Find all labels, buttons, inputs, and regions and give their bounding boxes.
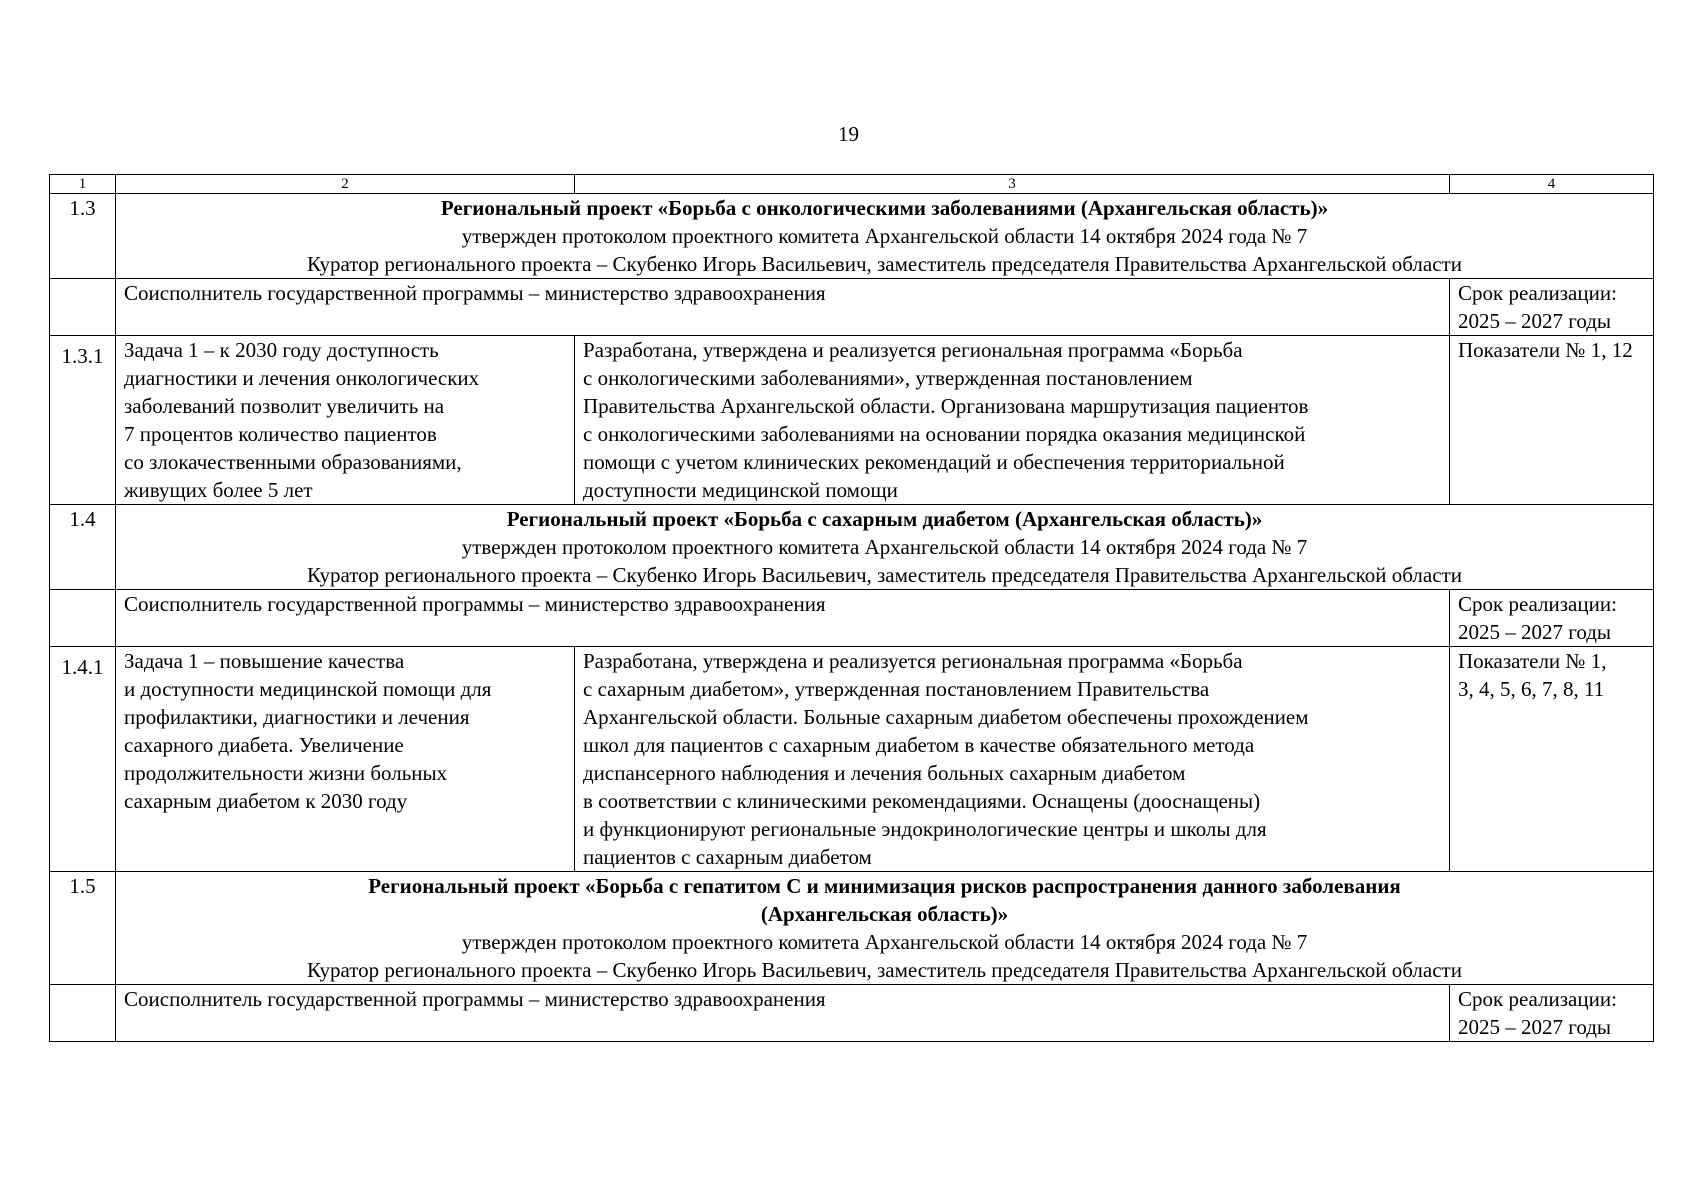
- term-label: Срок реализации:: [1458, 281, 1617, 305]
- task-description: [116, 336, 575, 505]
- column-number-row: [50, 175, 1654, 194]
- section-curator: Куратор регионального проекта – Скубенко Игорь Васильевич, заместитель председателя Правительства Архангельской области: [307, 563, 1462, 587]
- result-line: Разработана, утверждена и реализуется региональная программа «Борьба: [583, 338, 1243, 362]
- section-title: Региональный проект «Борьба с сахарным диабетом (Архангельская область)»: [506, 507, 1263, 531]
- result-line: и функционируют региональные эндокринологические центры и школы для: [583, 817, 1267, 841]
- result-line: пациентов с сахарным диабетом: [583, 845, 872, 869]
- coexecutor-row: [50, 985, 1654, 1042]
- task-line: диагностики и лечения онкологических: [124, 366, 480, 390]
- indicator-line: Показатели № 1,: [1458, 649, 1607, 673]
- empty-cell: [50, 279, 116, 336]
- coexecutor-row: [50, 279, 1654, 336]
- term-cell: [1450, 590, 1654, 647]
- section-curator: Куратор регионального проекта – Скубенко Игорь Васильевич, заместитель председателя Правительства Архангельской области: [307, 252, 1462, 276]
- coexecutor-row: [50, 590, 1654, 647]
- task-line: сахарным диабетом к 2030 году: [124, 789, 408, 813]
- term-cell: [1450, 985, 1654, 1042]
- section-number: 1.4: [50, 505, 116, 590]
- task-line: сахарного диабета. Увеличение: [124, 733, 404, 757]
- task-line: профилактики, диагностики и лечения: [124, 705, 470, 729]
- indicator-line: 3, 4, 5, 6, 7, 8, 11: [1458, 677, 1605, 701]
- section-header-row: [50, 505, 1654, 590]
- task-line: заболеваний позволит увеличить на: [124, 394, 445, 418]
- column-number: 2: [116, 175, 575, 194]
- term-years: 2025 – 2027 годы: [1458, 309, 1612, 333]
- column-number: 4: [1450, 175, 1654, 194]
- coexecutor-text: Соисполнитель государственной программы – министерство здравоохранения: [116, 985, 1450, 1042]
- result-line: помощи с учетом клинических рекомендаций и обеспечения территориальной: [583, 450, 1285, 474]
- result-line: Архангельской области. Больные сахарным диабетом обеспечены прохождением: [583, 705, 1309, 729]
- result-line: Разработана, утверждена и реализуется региональная программа «Борьба: [583, 649, 1243, 673]
- result-line: школ для пациентов с сахарным диабетом в качестве обязательного метода: [583, 733, 1255, 757]
- task-row: [50, 336, 1654, 505]
- section-approved: утвержден протоколом проектного комитета Архангельской области 14 октября 2024 года № 7: [461, 224, 1308, 248]
- section-title-line: (Архангельская область)»: [760, 902, 1009, 926]
- coexecutor-text: Соисполнитель государственной программы – министерство здравоохранения: [116, 590, 1450, 647]
- section-curator: Куратор регионального проекта – Скубенко Игорь Васильевич, заместитель председателя Правительства Архангельской области: [307, 958, 1462, 982]
- page-number: 19: [838, 122, 859, 146]
- section-title-line: Региональный проект «Борьба с гепатитом С и минимизация рисков распространения данного заболевания: [368, 874, 1401, 898]
- empty-cell: [50, 590, 116, 647]
- task-row: [50, 647, 1654, 872]
- section-number: 1.5: [50, 872, 116, 985]
- section-header: [116, 872, 1654, 985]
- result-line: в соответствии с клиническими рекомендациями. Оснащены (дооснащены): [583, 789, 1261, 813]
- section-header-row: [50, 872, 1654, 985]
- column-number: 3: [575, 175, 1450, 194]
- task-line: со злокачественными образованиями,: [124, 450, 462, 474]
- result-line: Правительства Архангельской области. Организована маршрутизация пациентов: [583, 394, 1309, 418]
- section-title: Региональный проект «Борьба с онкологическими заболеваниями (Архангельская область)»: [440, 196, 1329, 220]
- result-line: доступности медицинской помощи: [583, 478, 898, 502]
- column-number: 1: [50, 175, 116, 194]
- program-table: [49, 174, 1654, 1042]
- task-line: 7 процентов количество пациентов: [124, 422, 437, 446]
- task-result: [575, 647, 1450, 872]
- result-line: с сахарным диабетом», утвержденная постановлением Правительства: [583, 677, 1210, 701]
- task-description: [116, 647, 575, 872]
- task-number: 1.4.1: [50, 647, 116, 872]
- task-line: и доступности медицинской помощи для: [124, 677, 492, 701]
- term-label: Срок реализации:: [1458, 987, 1617, 1011]
- section-approved: утвержден протоколом проектного комитета Архангельской области 14 октября 2024 года № 7: [461, 930, 1308, 954]
- result-line: с онкологическими заболеваниями на основании порядка оказания медицинской: [583, 422, 1306, 446]
- result-line: с онкологическими заболеваниями», утвержденная постановлением: [583, 366, 1193, 390]
- task-line: продолжительности жизни больных: [124, 761, 448, 785]
- section-header-row: [50, 194, 1654, 279]
- task-result: [575, 336, 1450, 505]
- task-line: Задача 1 – к 2030 году доступность: [124, 338, 439, 362]
- task-number: 1.3.1: [50, 336, 116, 505]
- section-number: 1.3: [50, 194, 116, 279]
- section-approved: утвержден протоколом проектного комитета Архангельской области 14 октября 2024 года № 7: [461, 535, 1308, 559]
- coexecutor-text: Соисполнитель государственной программы – министерство здравоохранения: [116, 279, 1450, 336]
- task-indicators: [1450, 336, 1654, 505]
- indicator-line: Показатели № 1, 12: [1458, 338, 1633, 362]
- section-header: [116, 194, 1654, 279]
- section-header: [116, 505, 1654, 590]
- term-cell: [1450, 279, 1654, 336]
- term-label: Срок реализации:: [1458, 592, 1617, 616]
- result-line: диспансерного наблюдения и лечения больных сахарным диабетом: [583, 761, 1186, 785]
- task-indicators: [1450, 647, 1654, 872]
- task-line: живущих более 5 лет: [124, 478, 313, 502]
- term-years: 2025 – 2027 годы: [1458, 1015, 1612, 1039]
- term-years: 2025 – 2027 годы: [1458, 620, 1612, 644]
- empty-cell: [50, 985, 116, 1042]
- task-line: Задача 1 – повышение качества: [124, 649, 405, 673]
